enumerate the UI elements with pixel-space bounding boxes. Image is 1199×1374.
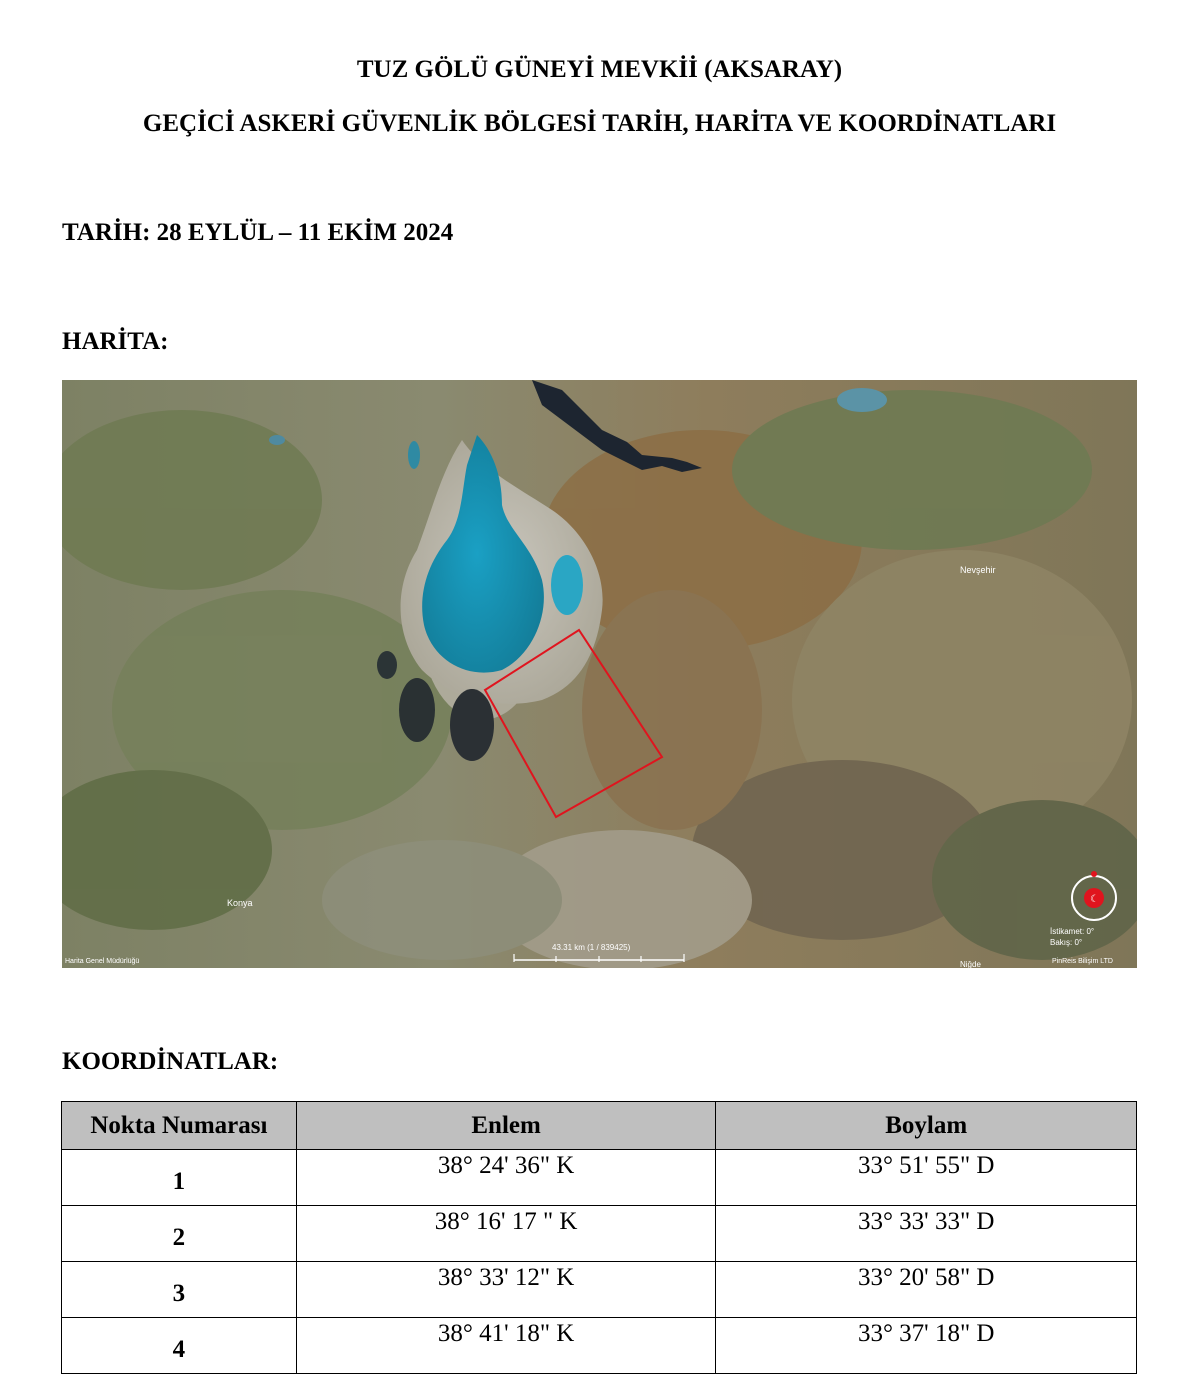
longitude-value: 33° 51' 55" D [716, 1150, 1137, 1206]
pond [269, 435, 285, 445]
latitude-value: 38° 16' 17 " K [296, 1206, 716, 1262]
terrain-patches [62, 390, 1137, 968]
latitude-value: 38° 24' 36" K [296, 1150, 716, 1206]
pond [837, 388, 887, 412]
place-label-nevsehir: Nevşehir [960, 565, 996, 575]
dark-patch [399, 678, 435, 742]
table-row [62, 1262, 1137, 1318]
table-header-row [62, 1102, 1137, 1150]
latitude-value: 38° 33' 12" K [296, 1262, 716, 1318]
point-number: 3 [62, 1262, 297, 1318]
compass-heading: İstikamet: 0° [1050, 927, 1095, 936]
date-label: TARİH: 28 EYLÜL – 11 EKİM 2024 [62, 219, 454, 246]
longitude-value: 33° 37' 18" D [716, 1318, 1137, 1374]
point-number: 4 [62, 1318, 297, 1374]
table-row [62, 1206, 1137, 1262]
map-credit-right: PinReis Bilişim LTD [1052, 958, 1113, 965]
coordinates-section-label: KOORDİNATLAR: [62, 1048, 279, 1075]
point-number: 1 [62, 1150, 297, 1206]
pond [408, 441, 420, 469]
table-row [62, 1150, 1137, 1206]
header-longitude: Boylam [716, 1102, 1137, 1150]
document-subtitle: GEÇİCİ ASKERİ GÜVENLİK BÖLGESİ TARİH, HARİTA VE KOORDİNATLARI [142, 110, 1057, 137]
compass-tilt: Bakış: 0° [1050, 938, 1083, 947]
svg-text:☾: ☾ [1090, 894, 1099, 905]
point-number: 2 [62, 1206, 297, 1262]
map-section-label: HARİTA: [62, 328, 169, 355]
longitude-value: 33° 20' 58" D [716, 1262, 1137, 1318]
document-title: TUZ GÖLÜ GÜNEYİ MEVKİİ (AKSARAY) [356, 56, 843, 83]
place-label-konya: Konya [227, 898, 253, 908]
satellite-map [62, 380, 1137, 968]
map-credit-left: Harita Genel Müdürlüğü [65, 958, 140, 965]
dark-patch [377, 651, 397, 679]
dark-patch [450, 689, 494, 761]
header-latitude: Enlem [296, 1102, 716, 1150]
coordinates-table [61, 1101, 1137, 1374]
header-point-number: Nokta Numarası [62, 1102, 297, 1150]
scale-label: 43.31 km (1 / 839425) [552, 943, 631, 952]
place-label-nigde: Niğde [960, 960, 981, 968]
longitude-value: 33° 33' 33" D [716, 1206, 1137, 1262]
small-lake [551, 555, 583, 615]
latitude-value: 38° 41' 18" K [296, 1318, 716, 1374]
table-row [62, 1318, 1137, 1374]
